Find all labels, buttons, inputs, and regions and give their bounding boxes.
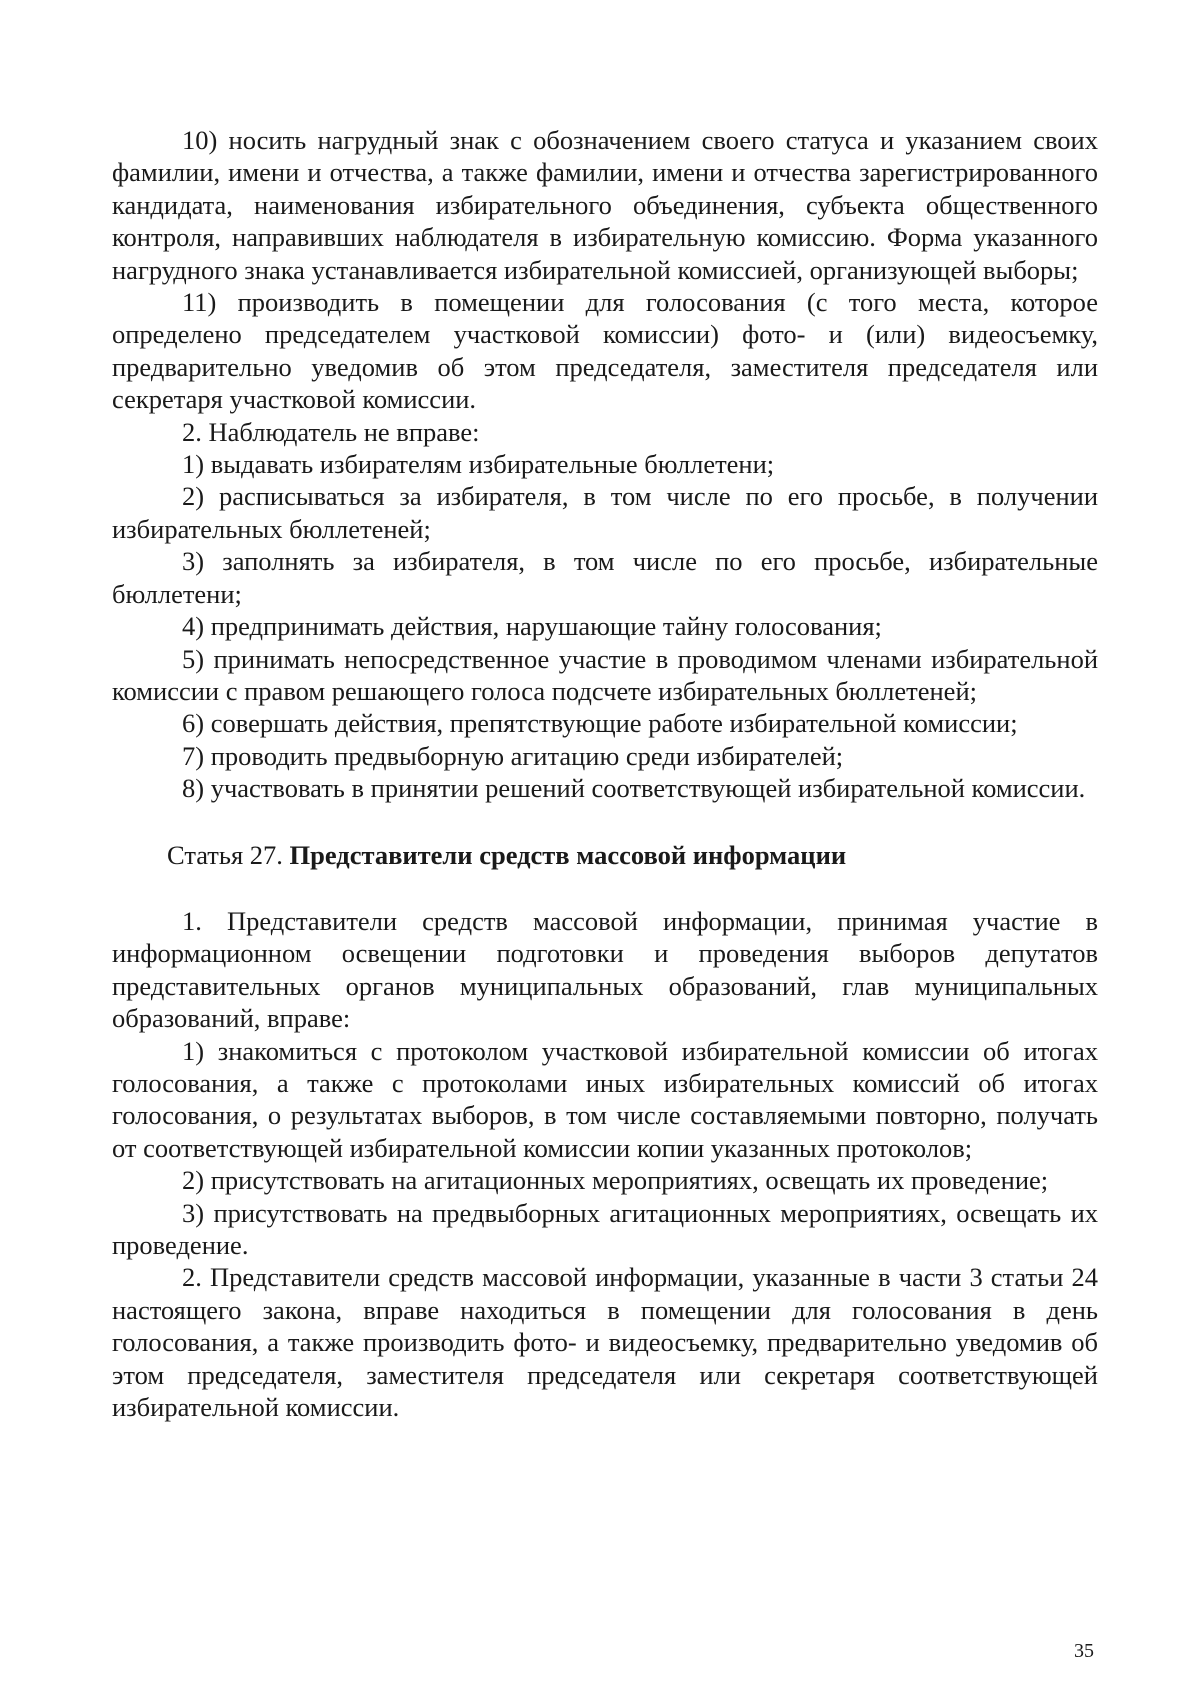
paragraph-prohibition-3: 3) заполнять за избирателя, в том числе по его просьбе, избирательные бюллетени;: [112, 546, 1098, 609]
paragraph-prohibition-7: 7) проводить предвыборную агитацию среди избирателей;: [182, 740, 844, 771]
paragraph-prohibition-8: 8) участвовать в принятии решений соответствующей избирательной комиссии.: [182, 773, 1086, 804]
observer-rights-section: [112, 124, 1098, 805]
paragraph-media-polling-station: 2. Представители средств массовой информации, указанные в части 3 статьи 24 настоящего закона, вправе находиться в помещении для голосования в день голосования, а также производить фото- и видеосъемку, предварительно уведомив об этом председателя, заместителя председателя или секретаря соответствующей избирательной комиссии.: [112, 1262, 1098, 1423]
paragraph-prohibition-5: 5) принимать непосредственное участие в проводимом членами избирательной комиссии с правом решающего голоса подсчете избирательных бюллетеней;: [112, 643, 1098, 706]
paragraph-item-11: 11) производить в помещении для голосования (с того места, которое определено председателем участковой комиссии) фото- и (или) видеосъемку, предварительно уведомив об этом председателя, заместителя председателя или секретаря участковой комиссии.: [112, 287, 1098, 415]
article-heading: [112, 839, 1098, 871]
paragraph-item-10: 10) носить нагрудный знак с обозначением своего статуса и указанием своих фамилии, имени и отчества, а также фамилии, имени и отчества зарегистрированного кандидата, наименования избирательного объединения, субъекта общественного контроля, направивших наблюдателя в избирательную комиссию. Форма указанного нагрудного знака устанавливается избирательной комиссией, организующей выборы;: [112, 125, 1098, 285]
paragraph-prohibition-4: 4) предпринимать действия, нарушающие тайну голосования;: [182, 611, 882, 642]
article-27-body: [112, 905, 1098, 1424]
article-title: Представители средств массовой информации: [289, 839, 847, 870]
article-number: Статья 27.: [167, 839, 283, 870]
paragraph-observer-prohibitions: 2. Наблюдатель не вправе:: [182, 416, 480, 447]
paragraph-prohibition-2: 2) расписываться за избирателя, в том числе по его просьбе, в получении избирательных бюллетеней;: [112, 481, 1098, 544]
paragraph-media-rights: 1. Представители средств массовой информации, принимая участие в информационном освещении подготовки и проведения выборов депутатов представительных органов муниципальных образований, глав муниципальных образований, вправе:: [112, 905, 1098, 1034]
paragraph-media-right-1: 1) знакомиться с протоколом участковой избирательной комиссии об итогах голосования, а также с протоколами иных избирательных комиссий об итогах голосования, о результатах выборов, в том числе составляемыми повторно, получать от соответствующей избирательной комиссии копии указанных протоколов;: [112, 1035, 1098, 1163]
paragraph-media-right-2: 2) присутствовать на агитационных мероприятиях, освещать их проведение;: [182, 1165, 1049, 1196]
paragraph-prohibition-6: 6) совершать действия, препятствующие работе избирательной комиссии;: [182, 708, 1018, 739]
page-number: 35: [1074, 1640, 1094, 1662]
paragraph-media-right-3: 3) присутствовать на предвыборных агитационных мероприятиях, освещать их проведение.: [112, 1197, 1098, 1260]
document-page: [112, 124, 1098, 1423]
paragraph-prohibition-1: 1) выдавать избирателям избирательные бюллетени;: [182, 449, 775, 480]
